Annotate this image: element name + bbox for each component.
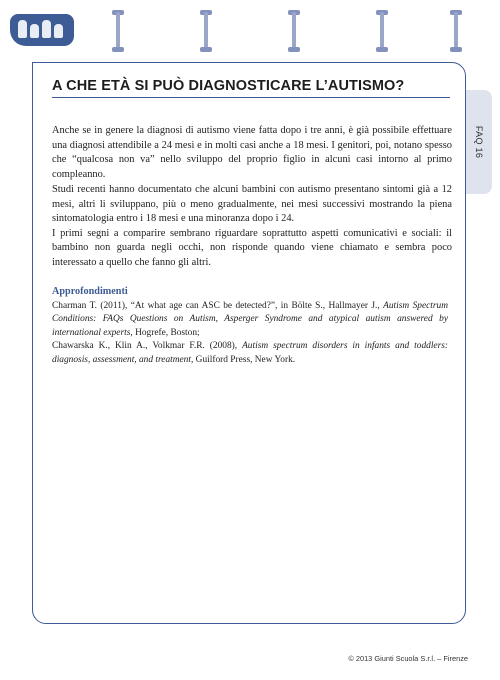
binder-ring-icon [450, 8, 462, 52]
references-list [52, 300, 448, 367]
binder-header [0, 0, 500, 60]
side-tab [466, 90, 492, 194]
reference-title: Autism spectrum disorders in infants and toddlers: diagnosis, assessment, and treatment [52, 341, 449, 365]
reference-item [52, 300, 448, 340]
references-heading: Approfondimenti [52, 286, 128, 297]
binder-ring-icon [288, 8, 300, 52]
paragraph-1 [52, 124, 452, 182]
reference-title: Autism Spectrum Conditions: FAQs Questions on Autism, Asperger Syndrome and atypical autism answered by international experts [52, 301, 448, 338]
binder-ring-icon [376, 8, 388, 52]
binder-ring-icon [112, 8, 124, 52]
reference-authors: Charman T. (2011), “At what age can ASC be detected?”, in Bölte S., Hallmayer J., [52, 301, 384, 311]
paragraph-text: Studi recenti hanno documentato che alcuni bambini con autismo presentano sintomi già a 12 mesi, altri li sviluppano, più o meno gradualmente, nei mesi successivi mostrando la piena sintomatologia entro i 18 mesi e una minoranza dopo i 24. [52, 184, 452, 225]
reference-publisher: , Hogrefe, Boston; [130, 327, 200, 338]
family-figures-icon [10, 14, 74, 46]
reference-item [52, 340, 448, 367]
page-title: A CHE ETÀ SI PUÒ DIAGNOSTICARE L’AUTISMO? [52, 78, 405, 94]
paragraph-2 [52, 183, 452, 271]
paragraph-text: I primi segni a comparire sembrano riguardare soprattutto aspetti comunicativi e sociali: il bambino non guarda negli occhi, non risponde quando viene chiamato e sembra poco interessato a quello che fanno gli altri. [52, 227, 452, 268]
copyright-footer: © 2013 Giunti Scuola S.r.l. – Firenze [348, 654, 468, 663]
reference-authors: Chawarska K., Klin A., Volkmar F.R. (2008), [52, 341, 243, 352]
paragraph-text: Anche se in genere la diagnosi di autismo viene fatta dopo i tre anni, è già possibile effettuare una diagnosi attendibile a 24 mesi e in molti casi anche a 18 mesi. I genitori, poi, notano spesso che “qualcosa non va” nello sviluppo del proprio figlio in alcuni casi intorno al primo compleanno. [52, 125, 452, 180]
side-tab-label: FAQ 16 [474, 125, 484, 159]
title-divider [52, 97, 450, 98]
binder-ring-icon [200, 8, 212, 52]
reference-publisher: , Guilford Press, New York. [190, 354, 296, 365]
